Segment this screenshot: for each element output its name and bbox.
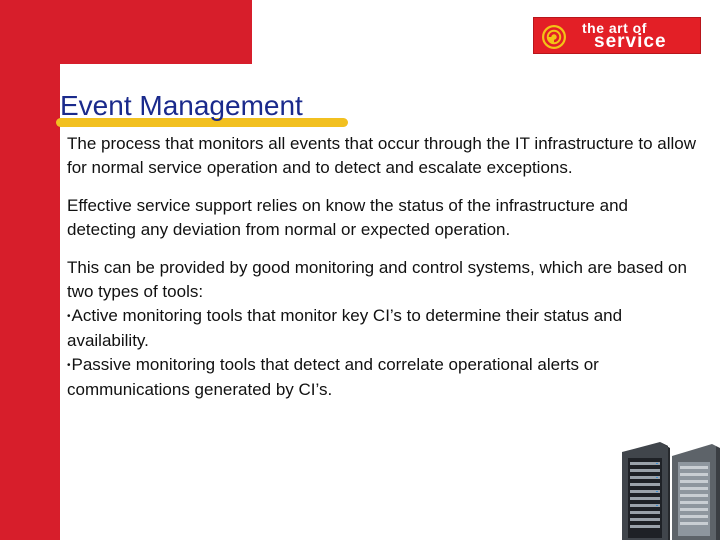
art-of-service-swirl-icon: [540, 23, 568, 51]
bullet-dot-icon: •: [67, 311, 71, 322]
logo-text-line1: the art of: [582, 20, 647, 36]
bullet-item: [67, 304, 697, 353]
body-paragraph: This can be provided by good monitoring and control systems, which are based on two types of tools:: [67, 258, 687, 301]
bullet-text: Passive monitoring tools that detect and correlate operational alerts or communications generated by CI’s.: [67, 355, 599, 399]
paragraph-gap: [67, 242, 697, 256]
brand-logo: [533, 17, 701, 54]
left-red-band: [0, 0, 60, 540]
logo-text-line2: service: [594, 31, 667, 52]
bullet-item: [67, 353, 697, 402]
server-racks-image: [612, 440, 720, 540]
slide-title: Event Management: [60, 90, 303, 121]
slide-body: [67, 132, 697, 402]
body-paragraph: Effective service support relies on know the status of the infrastructure and detecting any deviation from normal or expected operation.: [67, 196, 628, 239]
bullet-text: Active monitoring tools that monitor key CI’s to determine their status and availability.: [67, 306, 623, 350]
paragraph-gap: [67, 180, 697, 194]
body-paragraph: The process that monitors all events that occur through the IT infrastructure to allow for normal service operation and to detect and escalate exceptions.: [67, 134, 696, 177]
bullet-dot-icon: •: [67, 360, 71, 371]
